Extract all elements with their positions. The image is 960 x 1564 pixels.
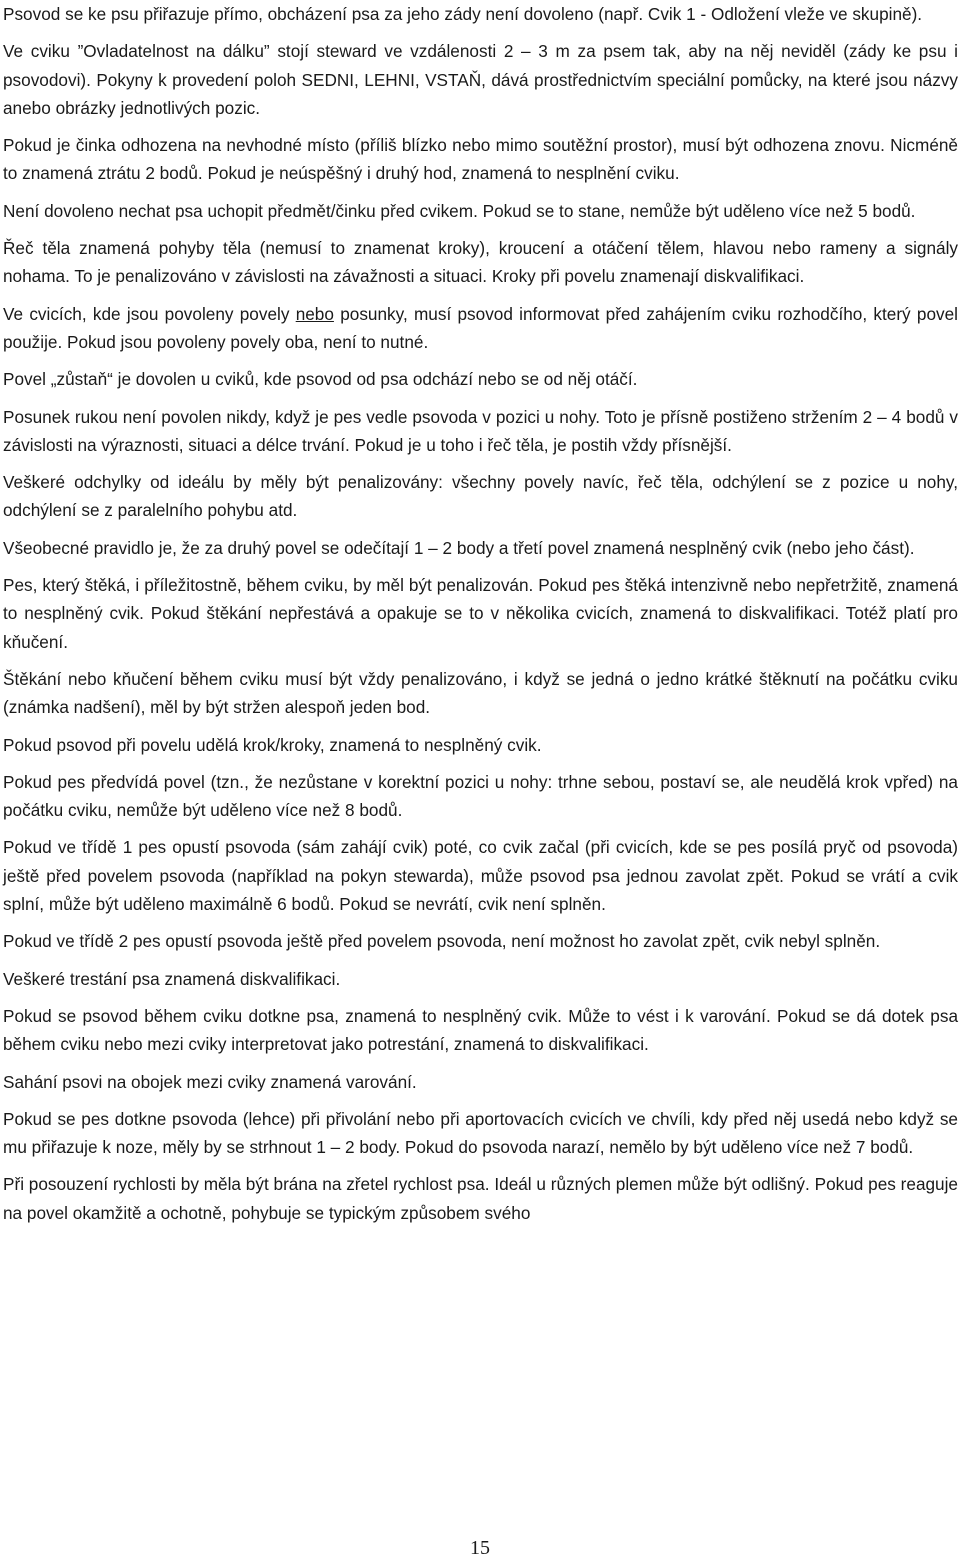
paragraph: Pes, který štěká, i příležitostně, během cviku, by měl být penalizován. Pokud pes štěká intenzivně nebo nepřetržitě, znamená to nesplněný cvik. Pokud štěkání nepřestává a opakuje se to v několika cvicích, znamená to diskvalifikaci. Totéž platí pro kňučení. <box>3 575 958 652</box>
paragraph <box>3 300 958 357</box>
paragraph: Posunek rukou není povolen nikdy, když je pes vedle psovoda v pozici u nohy. Toto je přísně postiženo stržením 2 – 4 bodů v závislosti na výraznosti, situaci a délce trvání. Pokud je u toho i řeč těla, je postih vždy přísnější. <box>3 406 958 455</box>
paragraph: Veškeré trestání psa znamená diskvalifikaci. <box>3 968 341 989</box>
paragraph: Pokud ve třídě 1 pes opustí psovoda (sám zahájí cvik) poté, co cvik začal (při cvicích, kde se pes posílá pryč od psovoda) ještě před povelem psovoda (například na pokyn stewarda), může psovod psa jednou zavolat zpět. Pokud se vrátí a cvik splní, může být uděleno maximálně 6 bodů. Pokud se nevrátí, cvik není splněn. <box>3 837 958 915</box>
paragraph: Pokud se pes dotkne psovoda (lehce) při přivolání nebo při aportovacích cvicích ve chvíli, kdy před něj usedá nebo když se mu přiřazuje k noze, měly by se strhnout 1 – 2 body. Pokud do psovoda narazí, nemělo by být uděleno více než 7 bodů. <box>3 1108 958 1158</box>
paragraph: Pokud ve třídě 2 pes opustí psovoda ještě před povelem psovoda, není možnost ho zavolat zpět, cvik nebyl splněn. <box>3 931 881 952</box>
paragraph: Pokud je činka odhozena na nevhodné místo (příliš blízko nebo mimo soutěžní prostor), musí být odhozena znovu. Nicméně to znamená ztrátu 2 bodů. Pokud je neúspěšný i druhý hod, znamená to nesplnění cviku. <box>3 135 958 184</box>
paragraph: Řeč těla znamená pohyby těla (nemusí to znamenat kroky), kroucení a otáčení tělem, hlavou nebo rameny a signály nohama. To je penalizováno v závislosti na závažnosti a situaci. Kroky při povelu znamenají diskvalifikaci. <box>3 238 958 287</box>
underlined-word: nebo <box>295 303 334 324</box>
paragraph: Ve cviku ”Ovladatelnost na dálku” stojí steward ve vzdálenosti 2 – 3 m za psem tak, aby na něj neviděl (zády ke psu i psovodovi). Pokyny k provedení poloh SEDNI, LEHNI, VSTAŇ, dává prostřednictvím speciální pomůcky, na které jsou názvy anebo obrázky jednotlivých pozic. <box>3 41 958 118</box>
paragraph: Psovod se ke psu přiřazuje přímo, obcházení psa za jeho zády není dovoleno (např. Cvik 1 - Odložení vleže ve skupině). <box>3 4 923 24</box>
paragraph: Povel „zůstaň“ je dovolen u cviků, kde psovod od psa odchází nebo se od něj otáčí. <box>3 369 638 390</box>
paragraph: Není dovoleno nechat psa uchopit předmět/činku před cvikem. Pokud se to stane, nemůže být uděleno více než 5 bodů. <box>3 200 916 221</box>
paragraph: Štěkání nebo kňučení během cviku musí být vždy penalizováno, i když se jedná o jedno krátké štěknutí na počátku cviku (známka nadšení), měl by být stržen alespoň jeden bod. <box>3 668 958 718</box>
paragraph: Pokud se psovod během cviku dotkne psa, znamená to nesplněný cvik. Může to vést i k varování. Pokud se dá dotek psa během cviku nebo mezi cviky interpretovat jako potrestání, znamená to diskvalifikaci. <box>3 1005 958 1055</box>
paragraph: Pokud pes předvídá povel (tzn., že nezůstane v korektní pozici u nohy: trhne sebou, postaví se, ale neudělá krok vpřed) na počátku cviku, nemůže být uděleno více než 8 bodů. <box>3 771 958 821</box>
paragraph: Veškeré odchylky od ideálu by měly být penalizovány: všechny povely navíc, řeč těla, odchýlení se z pozice u nohy, odchýlení se z paralelního pohybu atd. <box>3 472 958 521</box>
document-page <box>3 0 958 1236</box>
page-number: 15 <box>470 1537 490 1559</box>
paragraph-text: posunky, musí psovod informovat před zahájením cviku rozhodčího, který povel použije. Pokud jsou povoleny povely oba, není to nutné. <box>3 303 958 352</box>
paragraph: Všeobecné pravidlo je, že za druhý povel se odečítají 1 – 2 body a třetí povel znamená nesplněný cvik (nebo jeho část). <box>3 537 915 558</box>
paragraph: Pokud psovod při povelu udělá krok/kroky, znamená to nesplněný cvik. <box>3 734 542 755</box>
paragraph: Sahání psovi na obojek mezi cviky znamená varování. <box>3 1071 417 1092</box>
paragraph: Při posouzení rychlosti by měla být brána na zřetel rychlost psa. Ideál u různých plemen může být odlišný. Pokud pes reaguje na povel okamžitě a ochotně, pohybuje se typickým způsobem svého <box>3 1174 958 1223</box>
paragraph-text: Ve cvicích, kde jsou povoleny povely <box>3 303 296 324</box>
